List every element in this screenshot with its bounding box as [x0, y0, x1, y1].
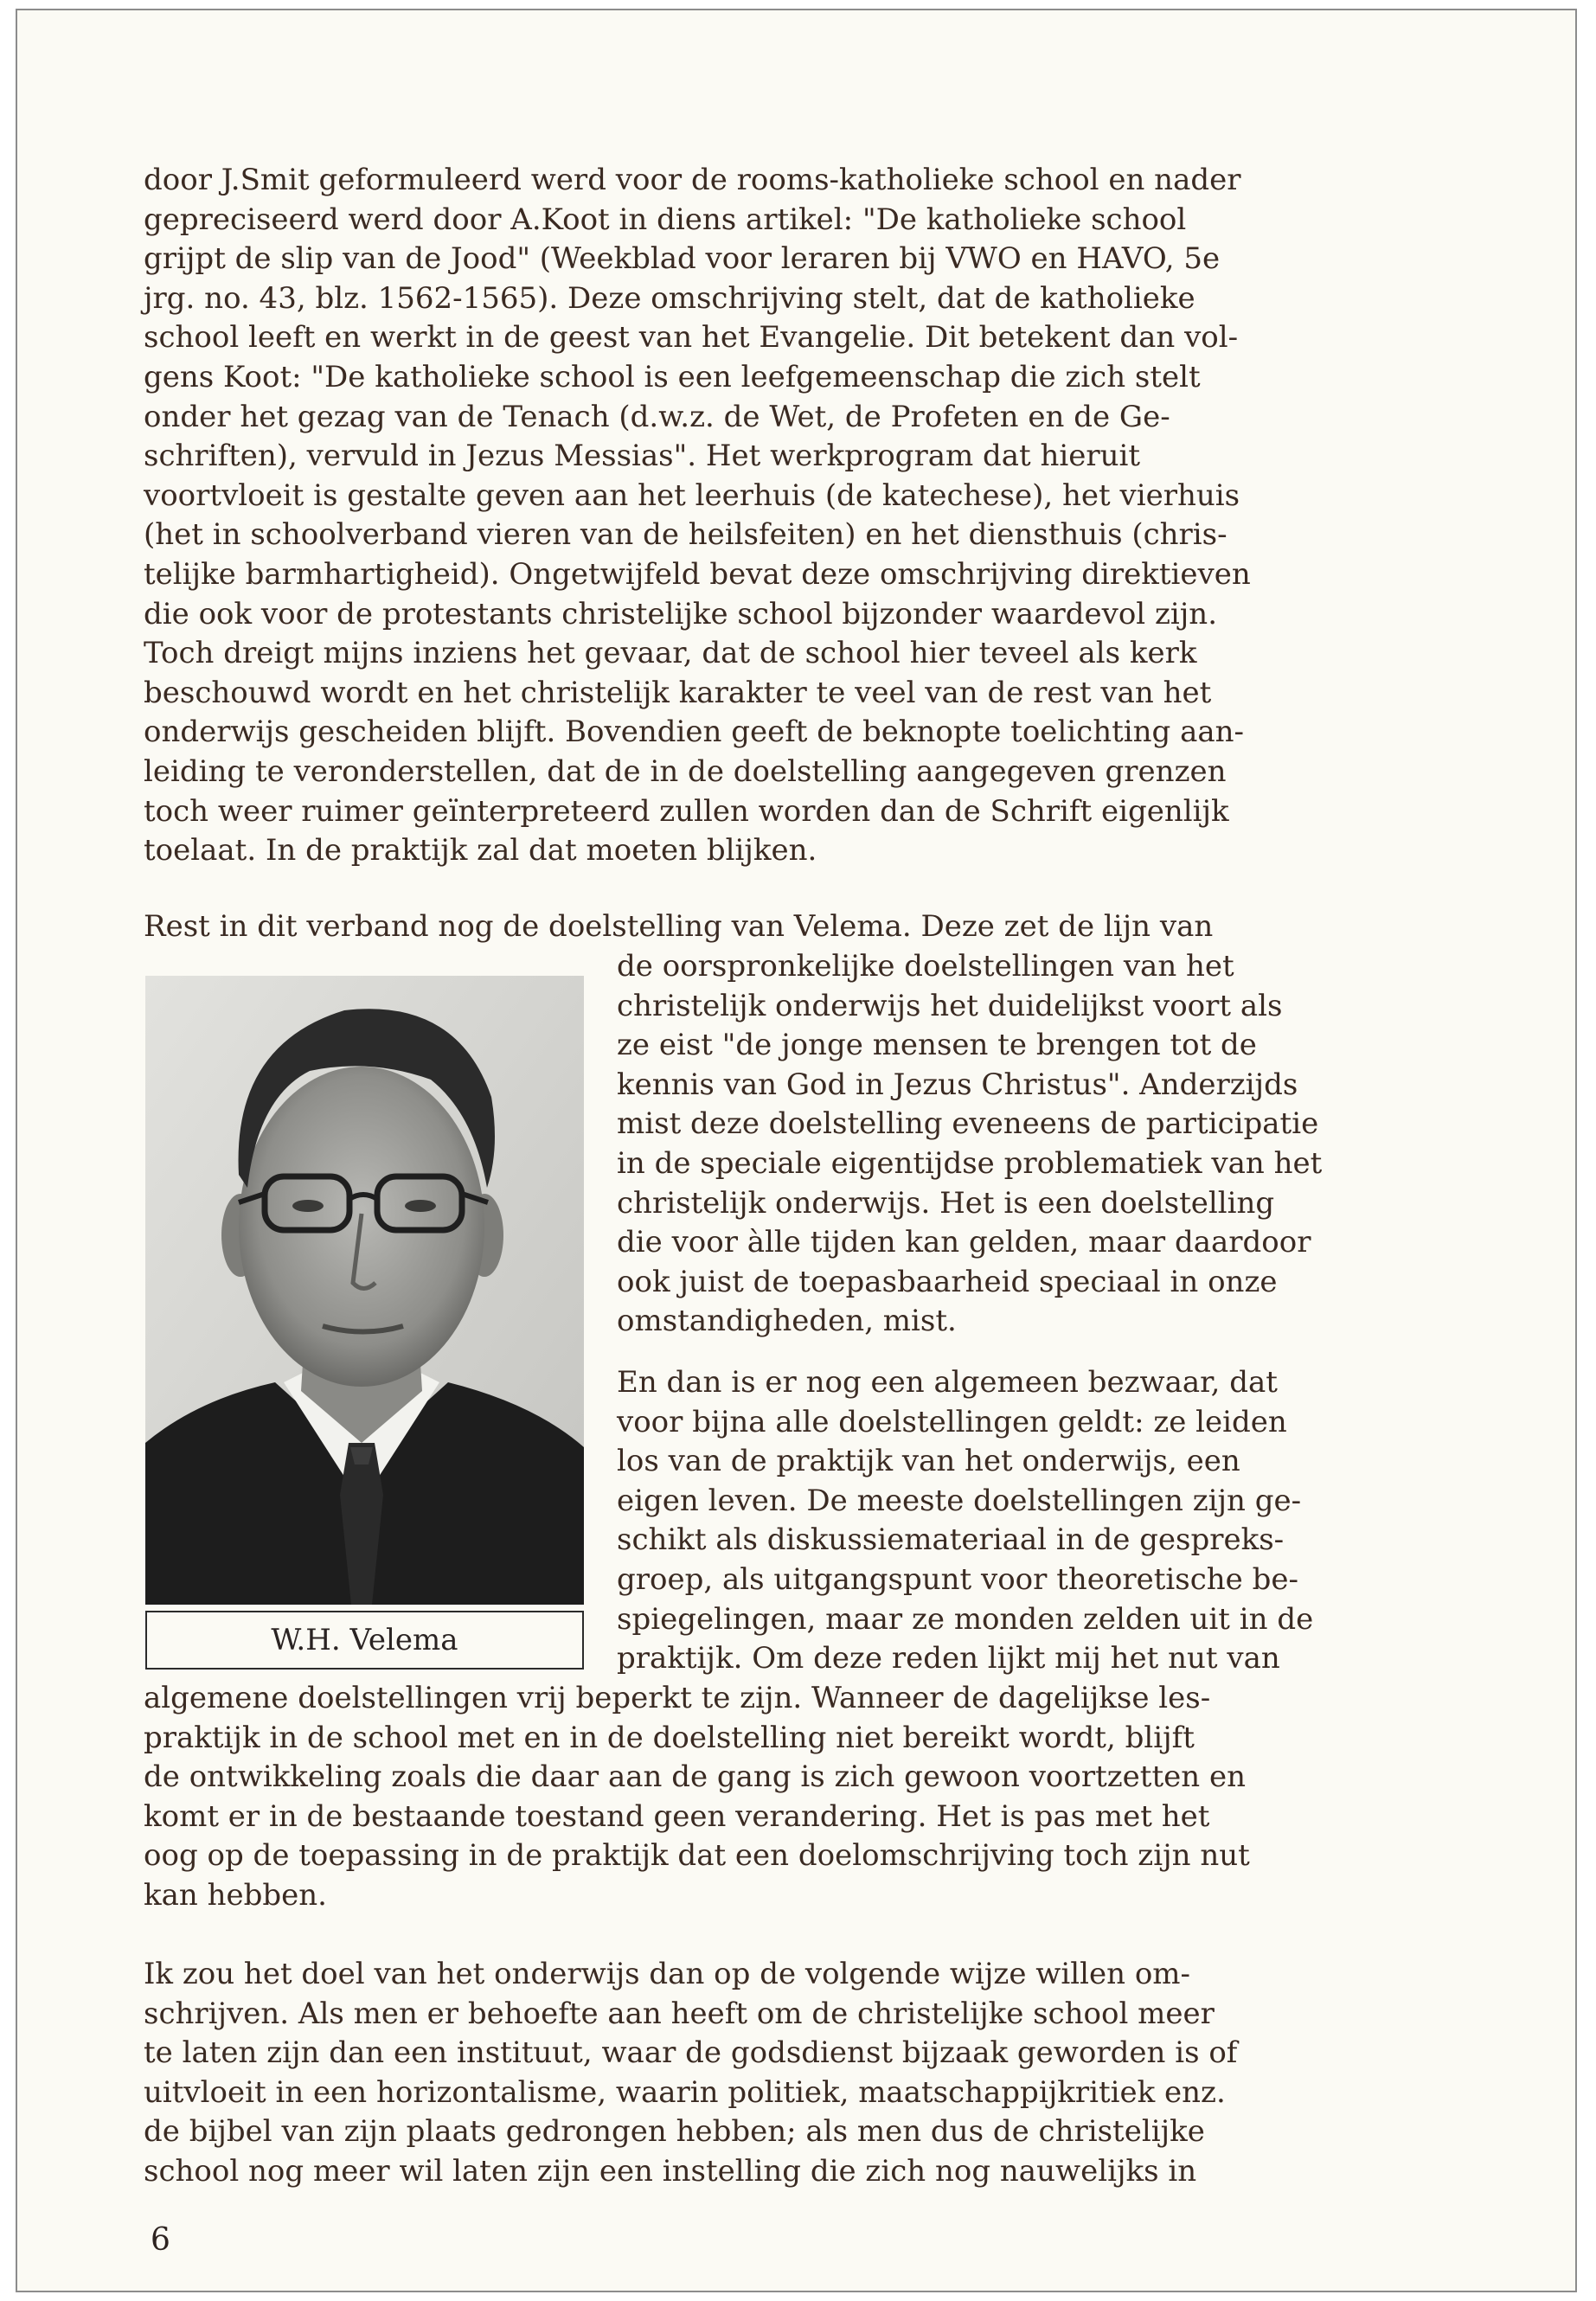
paragraph-smit-koot: door J.Smit geformuleerd werd voor de rooms-katholieke school en nader gepreciseerd werd door A.Koot in diens artikel: "De katholieke school grijpt de slip van de Jood" (Weekblad voor leraren bij VWO en HAVO, 5e jrg. no. 43, blz. 1562-1565). Deze omschrijving stelt, dat de katholieke school leeft en werkt in de geest van het Evangelie. Dit betekent dan vol- gens Koot: "De katholieke school is een leefgemeenschap die zich stelt onder het gezag van de Tenach (d.w.z. de Wet, de Profeten en de Ge- schriften), vervuld in Jezus Messias". Het werkprogram dat hieruit voortvloeit is gestalte geven aan het leerhuis (de katechese), het vierhuis (het in schoolverband vieren van de heilsfeiten) en het diensthuis (chris- telijke barmhartigheid). Ongetwijfeld bevat deze omschrijving direktieven die ook voor de protestants christelijke school bijzonder waardevol zijn. Toch dreigt mijns inziens het gevaar, dat de school hier teveel als kerk beschouwd wordt en het christelijk karakter te veel van de rest van het onderwijs gescheiden blijft. Bovendien geeft de beknopte toelichting aan- leiding te veronderstellen, dat de in de doelstelling aangegeven grenzen toch weer ruimer geïnterpreteerd zullen worden dan de Schrift eigenlijk toelaat. In de praktijk zal dat moeten blijken.	[144, 163, 1251, 868]
paragraph-bezwaar-column: En dan is er nog een algemeen bezwaar, dat voor bijna alle doelstellingen geldt: ze leiden los van de praktijk van het onderwijs, een eigen leven. De meeste doelstellingen zijn ge- schikt als diskussiemateriaal in de gespreks- groep, als uitgangspunt voor theoretische be- spiegelingen, maar ze monden zelden uit in de praktijk. Om deze reden lijkt mij het nut van	[617, 1365, 1314, 1676]
page-number: 6	[151, 2222, 170, 2258]
portrait-photo	[145, 976, 584, 1605]
photo-caption: W.H. Velema	[145, 1611, 584, 1670]
paragraph-doel-onderwijs: Ik zou het doel van het onderwijs dan op de volgende wijze willen om- schrijven. Als men er behoefte aan heeft om de christelijke school meer te laten zijn dan een instituut, waar de godsdienst bijzaak geworden is of uitvloeit in een horizontalisme, waarin politiek, maatschappijkritiek enz. de bijbel van zijn plaats gedrongen hebben; als men dus de christelijke school nog meer wil laten zijn een instelling die zich nog nauwelijks in	[144, 1957, 1238, 2189]
paragraph-velema-column: de oorspronkelijke doelstellingen van het christelijk onderwijs het duidelijkst voort als ze eist "de jonge mensen te brengen tot de kennis van God in Jezus Christus". Anderzijds mist deze doelstelling eveneens de participatie in de speciale eigentijdse problematiek van het christelijk onderwijs. Het is een doelstelling die voor àlle tijden kan gelden, maar daardoor ook juist de toepasbaarheid speciaal in onze omstandigheden, mist.	[617, 949, 1323, 1339]
paragraph-bezwaar-continued: algemene doelstellingen vrij beperkt te zijn. Wanneer de dagelijkse les- praktijk in de school met en in de doelstelling niet bereikt wordt, blijft de ontwikkeling zoals die daar aan de gang is zich gewoon voortzetten en komt er in de bestaande toestand geen verandering. Het is pas met het oog op de toepassing in de praktijk dat een doelomschrijving toch zijn nut kan hebben.	[144, 1681, 1250, 1913]
paragraph-velema-first-line: Rest in dit verband nog de doelstelling van Velema. Deze zet de lijn van	[144, 909, 1214, 944]
portrait-illustration	[145, 976, 584, 1605]
